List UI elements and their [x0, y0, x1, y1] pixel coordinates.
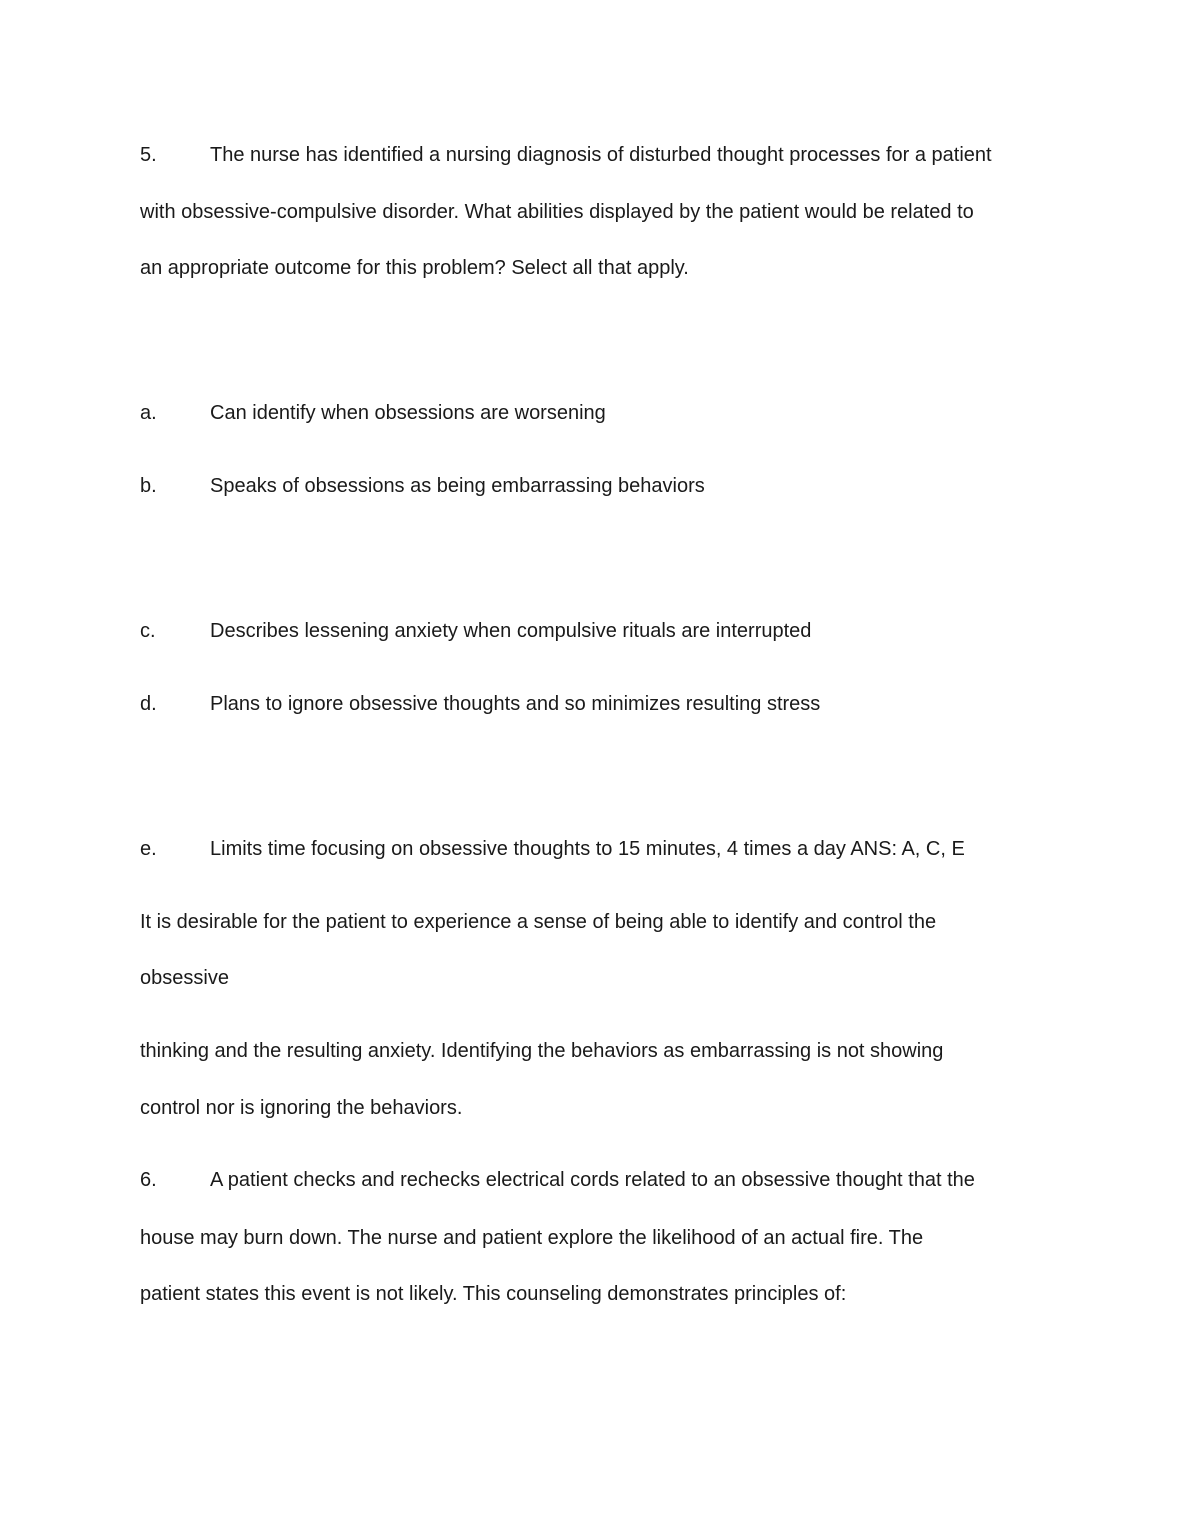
option-c-text: Describes lessening anxiety when compulsive rituals are interrupted — [210, 620, 812, 642]
question-6-stem-line-3: patient states this event is not likely. This counseling demonstrates principles of: — [140, 1283, 847, 1305]
question-5-number: 5. — [140, 144, 157, 166]
option-d-text: Plans to ignore obsessive thoughts and so minimizes resulting stress — [210, 693, 821, 715]
option-e-letter: e. — [140, 838, 157, 860]
rationale-line-2: obsessive — [140, 967, 229, 989]
question-5-stem-line-2: with obsessive-compulsive disorder. What abilities displayed by the patient would be related to — [140, 201, 974, 223]
option-d-letter: d. — [140, 693, 157, 715]
question-5-stem-line-3: an appropriate outcome for this problem? Select all that apply. — [140, 257, 689, 279]
option-b-text: Speaks of obsessions as being embarrassing behaviors — [210, 475, 705, 497]
question-6-stem-text-1: A patient checks and rechecks electrical cords related to an obsessive thought that the — [210, 1169, 975, 1191]
rationale-line-4: control nor is ignoring the behaviors. — [140, 1097, 463, 1119]
rationale-line-3: thinking and the resulting anxiety. Identifying the behaviors as embarrassing is not showing — [140, 1040, 944, 1062]
option-b-letter: b. — [140, 475, 157, 497]
question-6-number: 6. — [140, 1169, 157, 1191]
rationale-line-1: It is desirable for the patient to experience a sense of being able to identify and control the — [140, 911, 937, 933]
option-a-letter: a. — [140, 402, 157, 424]
option-e-text: Limits time focusing on obsessive thoughts to 15 minutes, 4 times a day ANS: A, C, E — [210, 838, 965, 860]
question-6-stem-line-2: house may burn down. The nurse and patient explore the likelihood of an actual fire. The — [140, 1227, 924, 1249]
question-5-stem-text-1: The nurse has identified a nursing diagnosis of disturbed thought processes for a patient — [210, 144, 992, 166]
option-a-text: Can identify when obsessions are worsening — [210, 402, 606, 424]
option-c-letter: c. — [140, 620, 156, 642]
